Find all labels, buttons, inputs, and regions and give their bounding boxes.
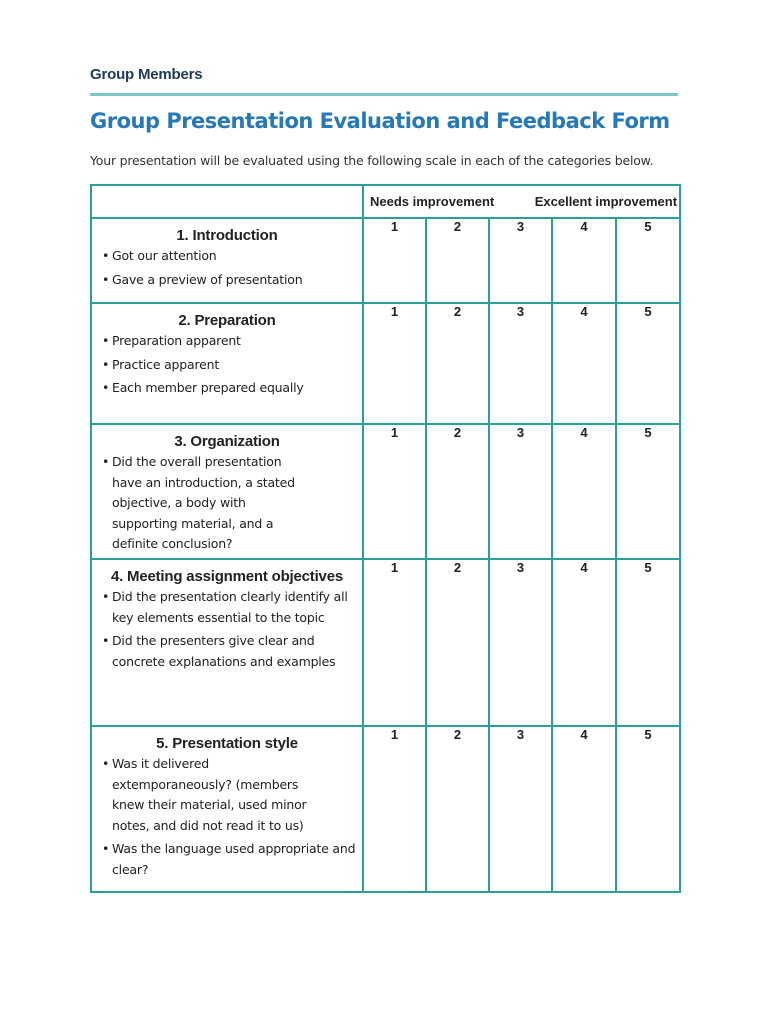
- page-title: Group Presentation Evaluation and Feedback Form: [90, 109, 670, 133]
- score-4[interactable]: 4: [552, 303, 616, 424]
- criterion-bullets: [92, 452, 362, 555]
- bullet-item: • Did the presenters give clear and concrete explanations and examples: [112, 631, 356, 672]
- criterion-row: [91, 726, 680, 892]
- score-4[interactable]: 4: [552, 726, 616, 892]
- criterion-cell: [91, 424, 363, 559]
- criterion-cell: [91, 218, 363, 303]
- score-2[interactable]: 2: [426, 303, 489, 424]
- bullet-item: • Gave a preview of presentation: [112, 270, 356, 291]
- criterion-row: [91, 424, 680, 559]
- score-1[interactable]: 1: [363, 726, 426, 892]
- score-5[interactable]: 5: [616, 424, 680, 559]
- score-1[interactable]: 1: [363, 218, 426, 303]
- bullet-item: • Was it delivered extemporaneously? (members knew their material, used minor notes, and did not read it to us): [112, 754, 356, 836]
- score-5[interactable]: 5: [616, 559, 680, 726]
- criterion-title: 5. Presentation style: [156, 735, 298, 752]
- score-3[interactable]: 3: [489, 559, 552, 726]
- criterion-bullets: [92, 331, 362, 399]
- criterion-bullets: [92, 587, 362, 672]
- scale-header-row: [91, 185, 680, 218]
- criterion-bullets: [92, 754, 362, 880]
- score-2[interactable]: 2: [426, 424, 489, 559]
- score-2[interactable]: 2: [426, 218, 489, 303]
- criterion-title: 3. Organization: [174, 433, 280, 450]
- criterion-row: [91, 559, 680, 726]
- criterion-row: [91, 218, 680, 303]
- score-5[interactable]: 5: [616, 218, 680, 303]
- score-1[interactable]: 1: [363, 559, 426, 726]
- score-4[interactable]: 4: [552, 424, 616, 559]
- score-5[interactable]: 5: [616, 303, 680, 424]
- scale-header-cell: [363, 185, 680, 218]
- bullet-item: • Preparation apparent: [112, 331, 356, 352]
- score-3[interactable]: 3: [489, 303, 552, 424]
- criterion-cell: [91, 559, 363, 726]
- score-3[interactable]: 3: [489, 218, 552, 303]
- score-4[interactable]: 4: [552, 559, 616, 726]
- scale-high-label: Excellent improvement: [534, 194, 678, 209]
- criterion-row: [91, 303, 680, 424]
- criterion-title: 1. Introduction: [176, 227, 278, 244]
- bullet-item: • Did the presentation clearly identify all key elements essential to the topic: [112, 587, 356, 628]
- scale-low-label: Needs improvement: [370, 194, 495, 209]
- score-1[interactable]: 1: [363, 424, 426, 559]
- criterion-title: 2. Preparation: [178, 312, 276, 329]
- bullet-item: • Did the overall presentation have an introduction, a stated objective, a body with supporting material, and a definite conclusion?: [112, 452, 302, 555]
- criterion-title: 4. Meeting assignment objectives: [110, 568, 343, 585]
- criterion-bullets: [92, 246, 362, 290]
- score-2[interactable]: 2: [426, 559, 489, 726]
- bullet-item: • Each member prepared equally: [112, 378, 356, 399]
- bullet-item: • Got our attention: [112, 246, 356, 267]
- header-divider: [90, 93, 678, 96]
- score-1[interactable]: 1: [363, 303, 426, 424]
- bullet-item: • Practice apparent: [112, 355, 356, 376]
- score-5[interactable]: 5: [616, 726, 680, 892]
- score-4[interactable]: 4: [552, 218, 616, 303]
- score-2[interactable]: 2: [426, 726, 489, 892]
- evaluation-table: [90, 184, 681, 893]
- header-blank-cell: [91, 185, 363, 218]
- group-members-label: Group Members: [90, 66, 203, 83]
- criterion-cell: [91, 303, 363, 424]
- score-3[interactable]: 3: [489, 726, 552, 892]
- criterion-cell: [91, 726, 363, 892]
- intro-text: Your presentation will be evaluated using the following scale in each of the categories below.: [90, 153, 654, 168]
- score-3[interactable]: 3: [489, 424, 552, 559]
- bullet-item: • Was the language used appropriate and clear?: [112, 839, 356, 880]
